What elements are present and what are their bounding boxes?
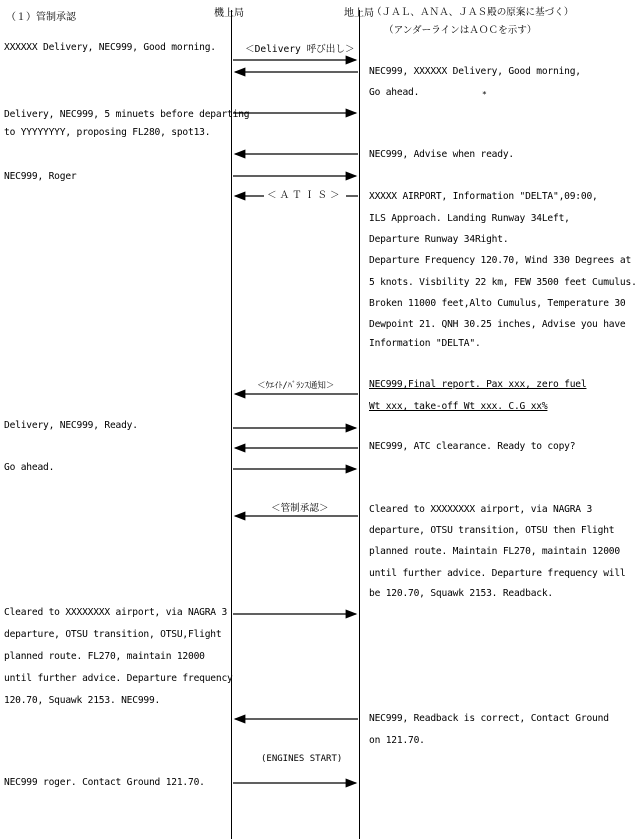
clearance-line3: planned route. Maintain FL270, maintain 12000 (369, 546, 620, 557)
atis-line7: Dewpoint 21. QNH 30.25 inches, Advise you have (369, 319, 626, 330)
aircraft-readback-line5: 120.70, Squawk 2153. NEC999. (4, 695, 161, 706)
ground-readback-correct-line1: NEC999, Readback is correct, Contact Ground (369, 713, 609, 724)
aircraft-msg-request-line2: to YYYYYYYY, proposing FL280, spot13. (4, 127, 211, 138)
aircraft-msg-call: XXXXXX Delivery, NEC999, Good morning. (4, 42, 216, 53)
label-clearance: ＜管制承認＞ (268, 500, 332, 514)
aircraft-readback-line2: departure, OTSU transition, OTSU,Flight (4, 629, 222, 640)
aircraft-readback-line1: Cleared to XXXXXXXX airport, via NAGRA 3 (4, 607, 228, 618)
aircraft-msg-request-line1: Delivery, NEC999, 5 minuets before departing (4, 109, 250, 120)
clearance-line4: until further advice. Departure frequency will (369, 568, 626, 579)
column-header-aircraft: 機上局 (214, 8, 244, 19)
column-header-ground: 地上局 (344, 8, 374, 19)
section-title: （１）管制承認 (6, 12, 76, 23)
label-atis: ＜ＡＴＩＳ＞ (264, 187, 346, 201)
aircraft-msg-contact-ground: NEC999 roger. Contact Ground 121.70. (4, 777, 205, 788)
aoc-final-report-line1: NEC999,Final report. Pax xxx, zero fuel (369, 379, 587, 390)
aircraft-msg-roger: NEC999, Roger (4, 171, 77, 182)
label-weight-balance: ＜ｳｴｲﾄ/ﾊﾞﾗﾝｽ通知＞ (254, 379, 337, 391)
ground-msg-reply-line2: Go ahead. (369, 87, 420, 98)
note-source: （ＪＡＬ、ＡＮＡ、ＪＡＳ殿の原案に基づく） (372, 7, 574, 18)
label-delivery-call: ＜Delivery 呼び出し＞ (242, 41, 358, 55)
aircraft-msg-ready: Delivery, NEC999, Ready. (4, 420, 138, 431)
aoc-final-report-line2: Wt xxx, take-off Wt xxx. C.G xx% (369, 401, 548, 412)
stray-mark: * (482, 90, 487, 99)
atis-line2: ILS Approach. Landing Runway 34Left, (369, 213, 570, 224)
atis-line3: Departure Runway 34Right. (369, 234, 509, 245)
clearance-line5: be 120.70, Squawk 2153. Readback. (369, 588, 554, 599)
ground-readback-correct-line2: on 121.70. (369, 735, 425, 746)
ground-msg-ready-to-copy: NEC999, ATC clearance. Ready to copy? (369, 441, 576, 452)
atis-line5: 5 knots. Visbility 22 km, FEW 3500 feet Cumulus. (369, 277, 637, 288)
atis-line4: Departure Frequency 120.70, Wind 330 Degrees at (369, 255, 632, 266)
atis-line6: Broken 11000 feet,Alto Cumulus, Temperature 30 (369, 298, 626, 309)
ground-msg-advise-ready: NEC999, Advise when ready. (369, 149, 514, 160)
clearance-line2: departure, OTSU transition, OTSU then Flight (369, 525, 615, 536)
atis-line8: Information "DELTA". (369, 338, 481, 349)
aircraft-msg-go-ahead: Go ahead. (4, 462, 55, 473)
aircraft-readback-line3: planned route. FL270, maintain 12000 (4, 651, 205, 662)
note-underline-meaning: （アンダーラインはＡＯＣを示す） (384, 25, 537, 36)
aircraft-readback-line4: until further advice. Departure frequency (4, 673, 233, 684)
ground-msg-reply-line1: NEC999, XXXXXX Delivery, Good morning, (369, 66, 581, 77)
label-engines-start: (ENGINES START) (258, 754, 345, 764)
clearance-line1: Cleared to XXXXXXXX airport, via NAGRA 3 (369, 504, 593, 515)
atis-line1: XXXXX AIRPORT, Information "DELTA",09:00, (369, 191, 598, 202)
